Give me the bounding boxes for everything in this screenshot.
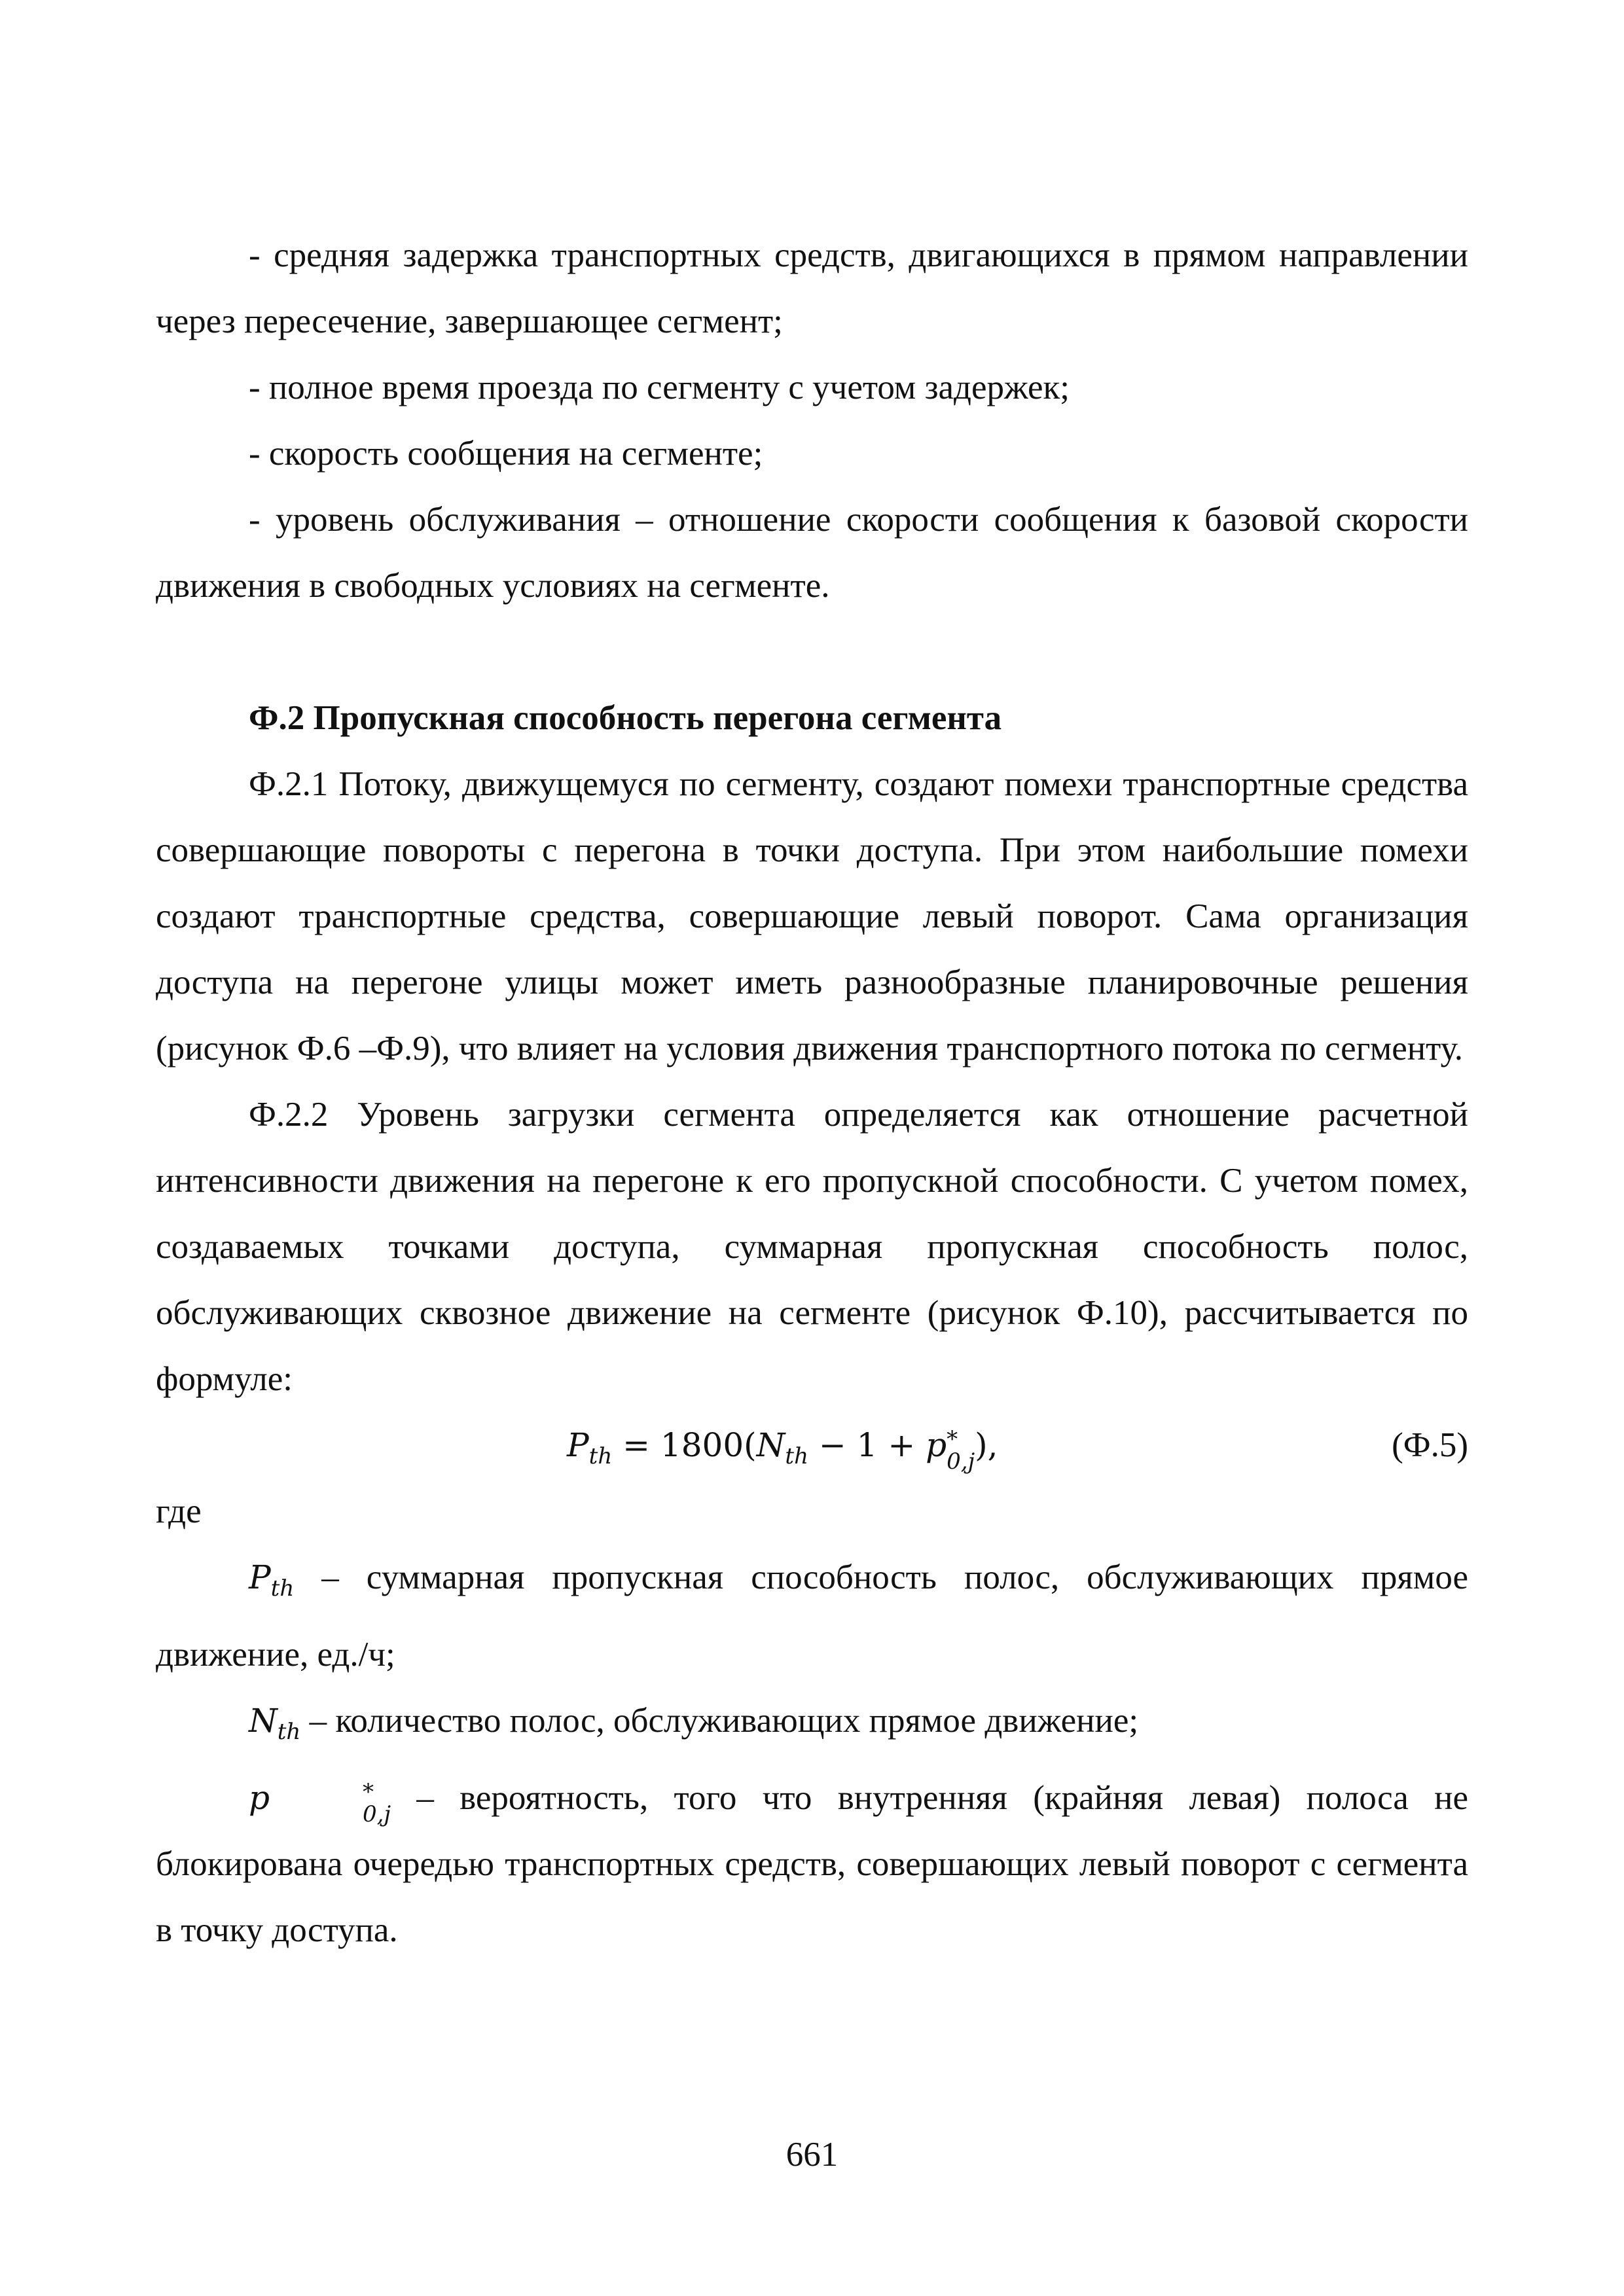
page-number: 661 <box>785 2136 839 2174</box>
bullet-item: - полное время проезда по сегменту с учетом задержек; <box>249 368 1070 406</box>
bullet-item: - скорость сообщения на сегменте; <box>249 435 763 473</box>
math-symbol: $P_{th}$ <box>249 1558 295 1602</box>
formula-row <box>156 1412 1468 1479</box>
bullet-item: - уровень обслуживания – отношение скорости сообщения к базовой скорости движения в свободных условиях на сегменте. <box>156 501 1468 605</box>
bullet-item: - средняя задержка транспортных средств, двигающихся в прямом направлении через пересечение, завершающее сегмент; <box>156 236 1468 340</box>
formula: $P_{th} = 1800(N_{th} - 1 + p$ * 0,j ), <box>567 1426 998 1475</box>
document-page <box>156 223 1468 1964</box>
math-symbol: $N_{th}$ <box>249 1702 301 1745</box>
definition-item: $N_{th}$ – количество полос, обслуживающих прямое движение; <box>249 1702 1139 1745</box>
paragraph: Ф.2.2 Уровень загрузки сегмента определяется как отношение расчетной интенсивности движения на перегоне к его пропускной способности. С учетом помех, создаваемых точками доступа, суммарная пропускная способность полос, обслуживающих сквозное движение на сегменте (рисунок Ф.10), рассчитывается по формуле: <box>156 1096 1468 1398</box>
math-symbol: p * 0,j <box>249 1779 391 1827</box>
definition-item: $P_{th}$ – суммарная пропускная способность полос, обслуживающих прямое движение, ед./ч; <box>156 1558 1468 1674</box>
definition-item: p * 0,j – вероятность, того что внутренняя (крайняя левая) полоса не блокирована очередью транспортных средств, совершающих левый поворот с сегмента в точку доступа. <box>156 1779 1468 1949</box>
where-label: где <box>156 1492 202 1530</box>
formula-number: (Ф.5) <box>1392 1426 1468 1464</box>
paragraph: Ф.2.1 Потоку, движущемуся по сегменту, создают помехи транспортные средства совершающие повороты с перегона в точки доступа. При этом наибольшие помехи создают транспортные средства, совершающие левый поворот. Сама организация доступа на перегоне улицы может иметь разнообразные планировочные решения (рисунок Ф.6 –Ф.9), что влияет на условия движения транспортного потока по сегменту. <box>156 765 1468 1067</box>
section-heading: Ф.2 Пропускная способность перегона сегмента <box>249 699 1002 737</box>
